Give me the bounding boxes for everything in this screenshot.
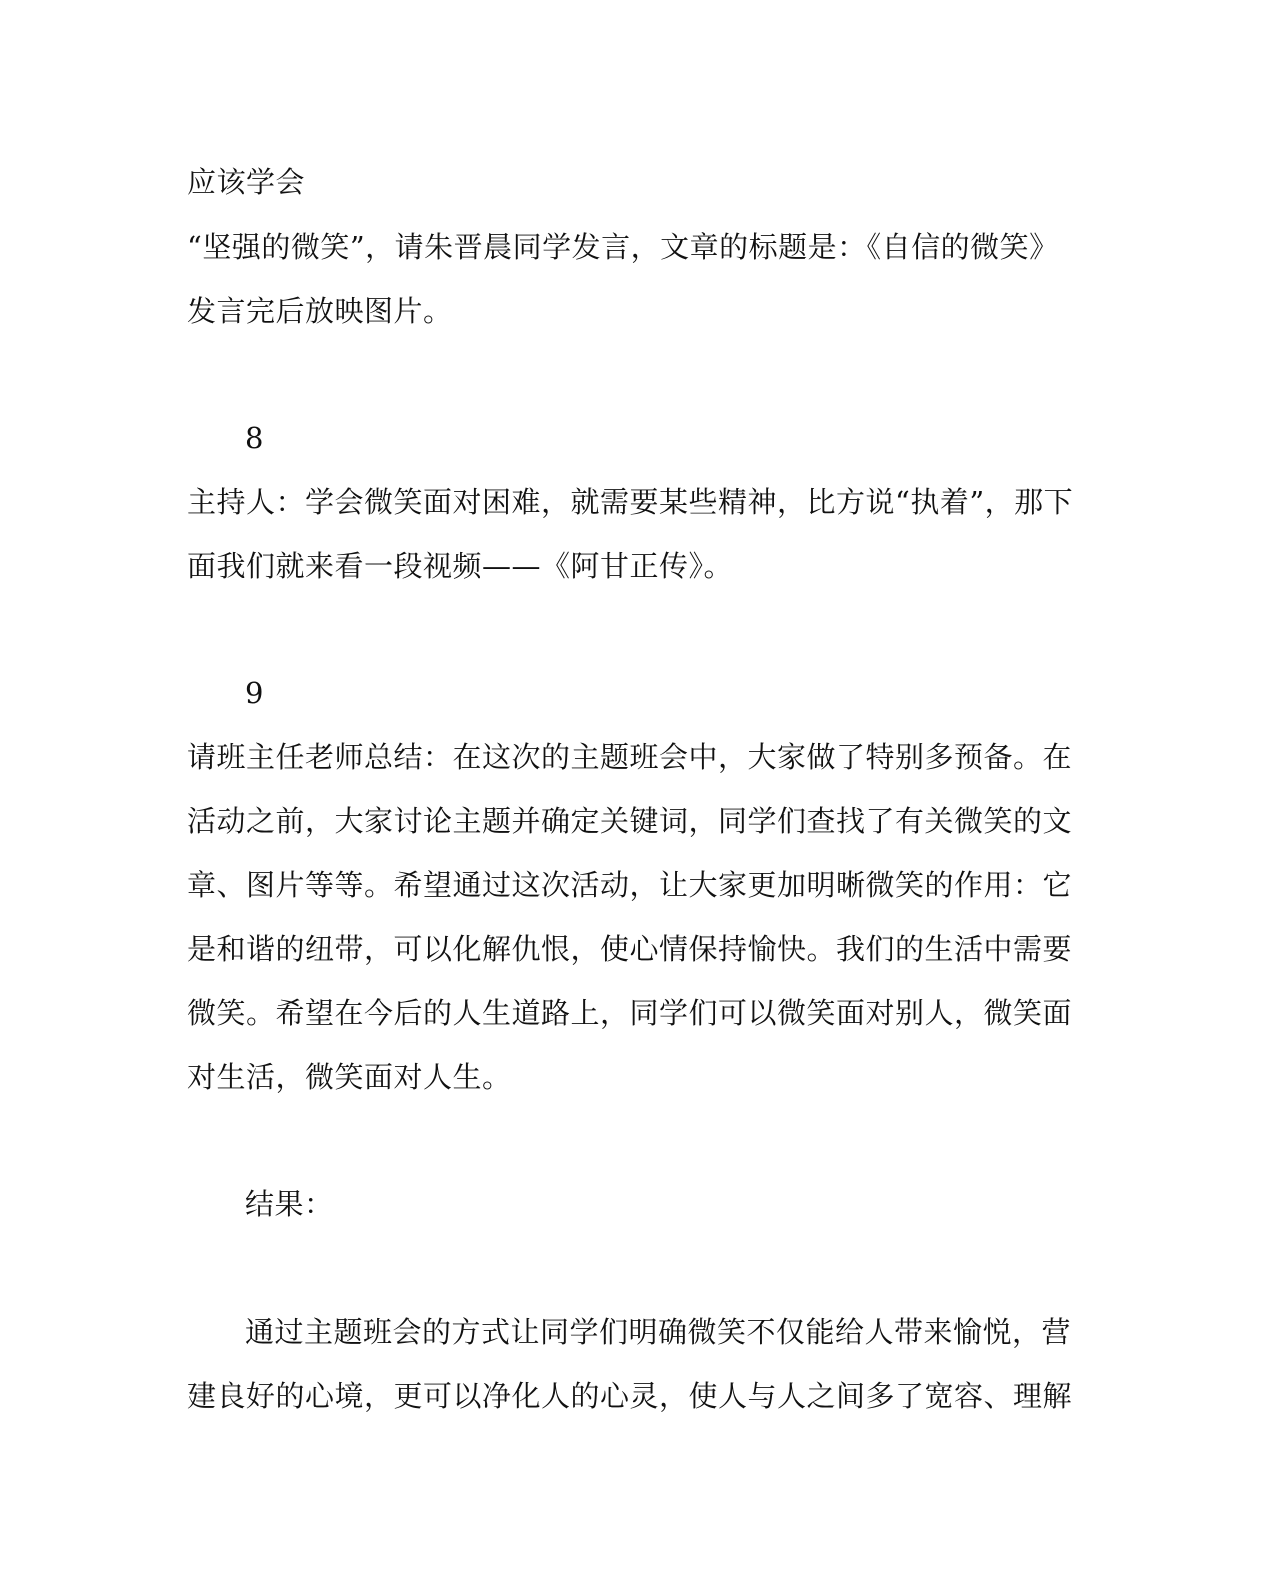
text-line: 对生活，微笑面对人生。 (187, 1060, 512, 1094)
text-line: 建良好的心境，更可以净化人的心灵，使人与人之间多了宽容、理解 (187, 1379, 1073, 1413)
text-line: 应该学会 (187, 165, 306, 199)
text-line: 是和谐的纽带，可以化解仇恨，使心情保持愉快。我们的生活中需要 (187, 932, 1073, 966)
text-line: 章、图片等等。希望通过这次活动，让大家更加明晰微笑的作用：它 (187, 868, 1073, 902)
section-heading: 结果： (245, 1187, 334, 1221)
text-line: 活动之前，大家讨论主题并确定关键词，同学们查找了有关微笑的文 (187, 804, 1073, 838)
text-line: 主持人：学会微笑面对困难，就需要某些精神，比方说“执着”，那下 (187, 485, 1074, 519)
text-line: 请班主任老师总结：在这次的主题班会中，大家做了特别多预备。在 (187, 740, 1073, 774)
text-line: 微笑。希望在今后的人生道路上，同学们可以微笑面对别人，微笑面 (187, 996, 1073, 1030)
section-number: 8 (245, 421, 264, 455)
text-line: 面我们就来看一段视频——《阿甘正传》。 (187, 549, 734, 583)
text-line: “坚强的微笑”，请朱晋晨同学发言，文章的标题是：《自信的微笑》 (187, 230, 1059, 264)
text-line: 通过主题班会的方式让同学们明确微笑不仅能给人带来愉悦，营 (245, 1315, 1072, 1349)
section-number: 9 (245, 676, 264, 710)
text-line: 发言完后放映图片。 (187, 294, 453, 328)
